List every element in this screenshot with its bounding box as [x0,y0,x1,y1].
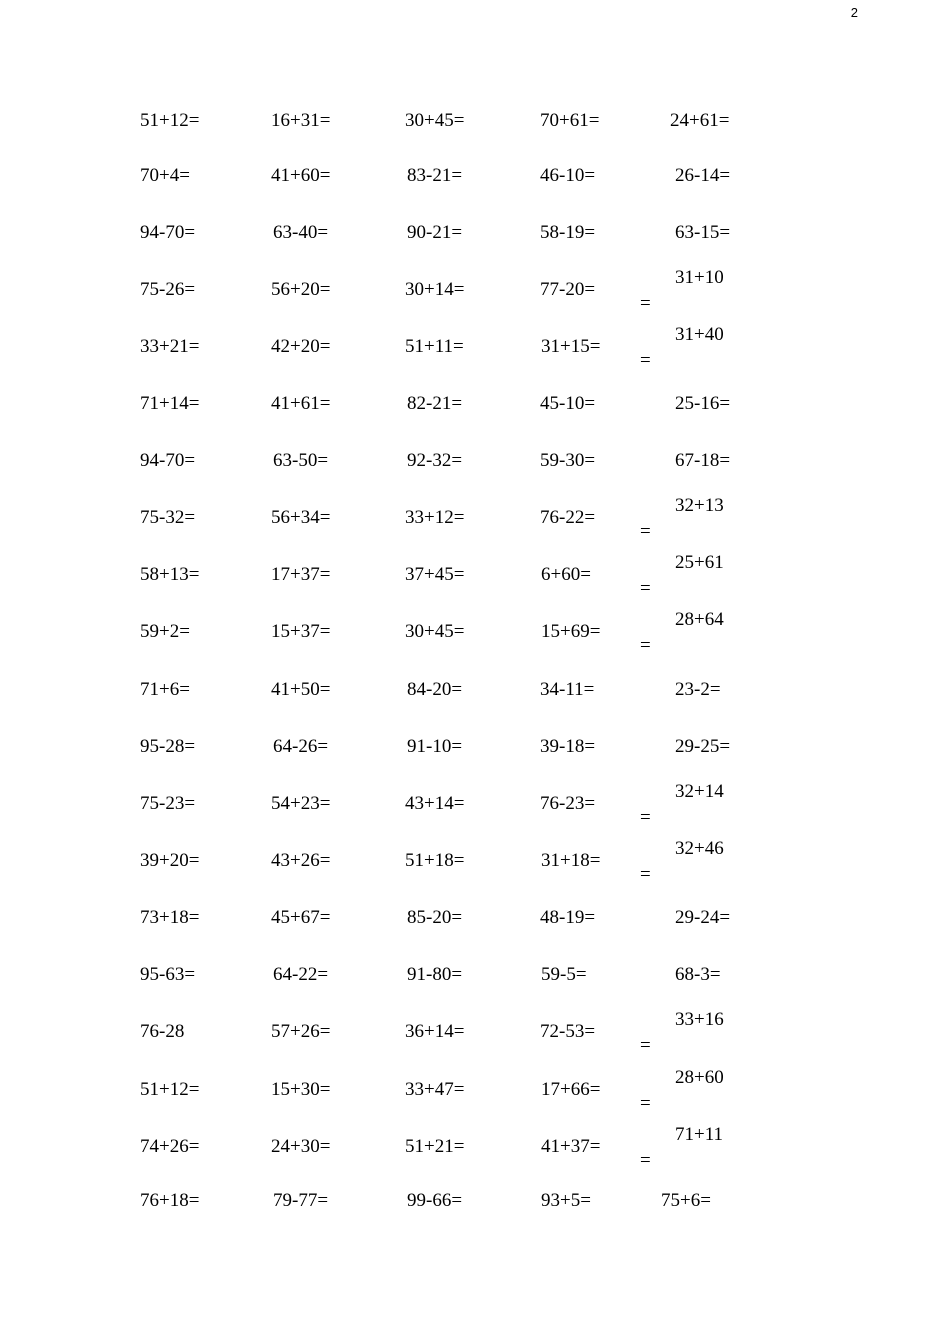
problem-cell: 37+45= [405,564,465,585]
equals-sign: = [640,293,651,314]
problem-cell: 33+12= [405,507,465,528]
problem-cell: 36+14= [405,1021,465,1042]
equals-sign: = [640,1035,651,1056]
problem-cell: 46-10= [540,165,596,186]
equals-sign: = [640,1150,651,1171]
problem-cell: 91-10= [407,736,463,757]
problem-row [0,737,950,777]
problem-cell: 28+64 [675,609,724,630]
problem-cell: 71+6= [140,679,190,700]
problem-cell: 76-22= [540,507,596,528]
problem-cell: 15+69= [541,621,601,642]
equals-sign: = [640,350,651,371]
problem-cell: 32+46 [675,838,724,859]
problem-cell: 63-50= [273,450,329,471]
problem-cell: 56+34= [271,507,331,528]
problem-cell: 30+14= [405,279,465,300]
problem-cell: 94-70= [140,222,196,243]
problem-cell: 76-23= [540,793,596,814]
equals-sign: = [640,521,651,542]
problem-cell: 73+18= [140,907,200,928]
problem-row [0,1191,950,1231]
problem-cell: 43+26= [271,850,331,871]
problem-cell: 24+30= [271,1136,331,1157]
problem-cell: 57+26= [271,1021,331,1042]
problem-cell: 63-15= [675,222,731,243]
problem-cell: 29-24= [675,907,731,928]
problem-cell: 30+45= [405,110,465,131]
problem-cell: 45+67= [271,907,331,928]
problem-cell: 77-20= [540,279,596,300]
problem-row [0,166,950,206]
problem-cell: 71+11 [675,1124,724,1145]
problem-cell: 58-19= [540,222,596,243]
problem-cell: 82-21= [407,393,463,414]
problem-cell: 51+18= [405,850,465,871]
problem-row [0,1124,950,1177]
problem-row [0,965,950,1005]
problem-row [0,267,950,320]
problem-cell: 41+37= [541,1136,601,1157]
problem-cell: 75-23= [140,793,196,814]
problem-cell: 42+20= [271,336,331,357]
problem-row [0,552,950,605]
problem-cell: 31+15= [541,336,601,357]
equals-sign: = [640,864,651,885]
problem-row [0,680,950,720]
problem-cell: 25+61 [675,552,724,573]
problem-cell: 64-26= [273,736,329,757]
problem-cell: 25-16= [675,393,731,414]
problem-cell: 29-25= [675,736,731,757]
equals-sign: = [640,635,651,656]
equals-sign: = [640,1093,651,1114]
problem-cell: 90-21= [407,222,463,243]
problem-cell: 48-19= [540,907,596,928]
problem-cell: 72-53= [540,1021,596,1042]
problem-cell: 15+37= [271,621,331,642]
problem-cell: 28+60 [675,1067,724,1088]
problem-cell: 59-5= [541,964,587,985]
problem-cell: 70+4= [140,165,190,186]
problem-cell: 59-30= [540,450,596,471]
problem-cell: 41+50= [271,679,331,700]
problem-cell: 59+2= [140,621,190,642]
problem-cell: 34-11= [540,679,595,700]
problem-cell: 31+40 [675,324,724,345]
problem-cell: 41+61= [271,393,331,414]
problem-row [0,838,950,891]
problem-row [0,781,950,834]
problem-cell: 23-2= [675,679,721,700]
problem-row [0,609,950,662]
problem-cell: 75-32= [140,507,196,528]
problem-row [0,1009,950,1062]
problem-cell: 83-21= [407,165,463,186]
problem-cell: 24+61= [670,110,730,131]
problem-cell: 43+14= [405,793,465,814]
problem-row [0,1067,950,1120]
problem-cell: 84-20= [407,679,463,700]
problem-cell: 33+47= [405,1079,465,1100]
problem-row [0,324,950,377]
problem-cell: 94-70= [140,450,196,471]
problem-cell: 68-3= [675,964,721,985]
problem-row [0,908,950,948]
problem-cell: 56+20= [271,279,331,300]
problem-cell: 79-77= [273,1190,329,1211]
problem-cell: 76-28 [140,1021,185,1042]
problem-cell: 75+6= [661,1190,711,1211]
problem-cell: 76+18= [140,1190,200,1211]
problem-cell: 64-22= [273,964,329,985]
problem-cell: 71+14= [140,393,200,414]
problem-cell: 51+12= [140,1079,200,1100]
problem-cell: 6+60= [541,564,591,585]
problem-cell: 51+21= [405,1136,465,1157]
problem-cell: 51+12= [140,110,200,131]
problem-cell: 75-26= [140,279,196,300]
page-number: 2 [850,5,858,20]
equals-sign: = [640,578,651,599]
problem-cell: 31+10 [675,267,724,288]
problem-cell: 51+11= [405,336,464,357]
problem-cell: 85-20= [407,907,463,928]
problem-cell: 41+60= [271,165,331,186]
problem-cell: 26-14= [675,165,731,186]
problem-cell: 95-63= [140,964,196,985]
problem-cell: 99-66= [407,1190,463,1211]
problem-cell: 30+45= [405,621,465,642]
problem-cell: 92-32= [407,450,463,471]
problem-cell: 45-10= [540,393,596,414]
problem-cell: 31+18= [541,850,601,871]
problem-row [0,495,950,548]
problem-cell: 32+13 [675,495,724,516]
problem-cell: 58+13= [140,564,200,585]
problem-cell: 16+31= [271,110,331,131]
problem-cell: 70+61= [540,110,600,131]
problem-cell: 93+5= [541,1190,591,1211]
problem-cell: 39+20= [140,850,200,871]
problem-cell: 17+66= [541,1079,601,1100]
problem-row [0,223,950,263]
problem-cell: 15+30= [271,1079,331,1100]
problem-cell: 39-18= [540,736,596,757]
equals-sign: = [640,807,651,828]
problem-cell: 67-18= [675,450,731,471]
problem-cell: 54+23= [271,793,331,814]
problem-cell: 33+16 [675,1009,724,1030]
problem-cell: 63-40= [273,222,329,243]
problem-cell: 74+26= [140,1136,200,1157]
problem-cell: 17+37= [271,564,331,585]
problem-row [0,451,950,491]
problem-row [0,111,950,151]
problem-row [0,394,950,434]
problem-cell: 32+14 [675,781,724,802]
problem-cell: 95-28= [140,736,196,757]
problem-cell: 91-80= [407,964,463,985]
problem-cell: 33+21= [140,336,200,357]
